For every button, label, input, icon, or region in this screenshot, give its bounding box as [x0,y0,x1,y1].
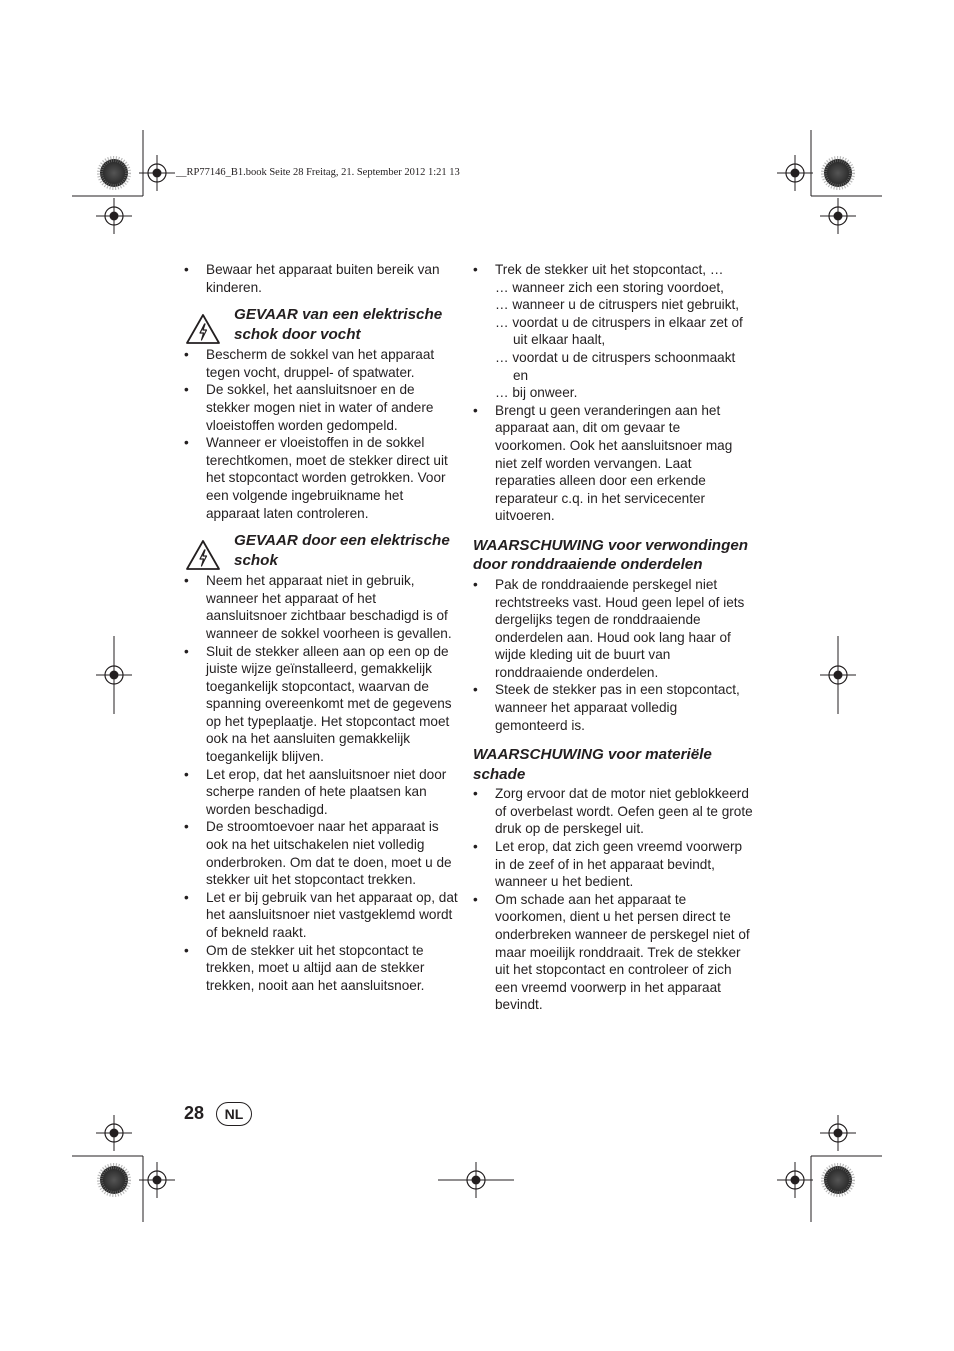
list-item: • Steek de stekker pas in een stopcontact, wanneer het apparaat volledig gemonteerd is. [473,682,740,733]
registration-mark [139,155,175,191]
left-column [184,261,459,994]
registration-mark [139,1162,175,1198]
intro-list [184,261,459,296]
sub-list-item: … bij onweer. [495,385,578,401]
warning-list [184,572,459,994]
list-item: • Wanneer er vloeistoffen in de sokkel terechtkomen, moet de stekker direct uit het stopcontact worden getrokken. Voor een volgende ingebruikname het apparaat laten controleren. [184,435,448,521]
warning-title: GEVAAR van een elektrische schok door vocht [234,306,443,343]
warning-heading-injury: WAARSCHUWING voor verwondingen door ronddraaiende onderdelen [473,536,749,574]
registration-mark [820,198,856,234]
list-item: • Let erop, dat zich geen vreemd voorwerp in de zeef of in het apparaat bevindt, wanneer u het bedient. [473,839,743,890]
list-item: • De sokkel, het aansluitsnoer en de stekker mogen niet in water of andere vloeistoffen worden gedompeld. [184,382,434,433]
warning-electric-moisture [184,305,459,344]
sub-list-item: … wanneer zich een storing voordoet, [495,279,724,295]
file-slug: __RP77146_B1.book Seite 28 Freitag, 21. September 2012 1:21 13 [176,167,460,178]
top-left-dial [100,159,128,187]
list-item: • Let erop, dat het aansluitsnoer niet door scherpe randen of hete plaatsen kan worden beschadigd. [184,766,447,817]
warning-list [184,346,459,522]
page-number: 28 [184,1103,205,1123]
top-right-dial [824,159,852,187]
list-item: • Pak de ronddraaiende perskegel niet rechtstreeks vast. Houd geen lepel of iets dergelijks tegen de ronddraaiende onderdelen aan. Houd ook lang haar of wijde kleding uit de buurt van ronddraaiende onderdelen. [473,576,745,680]
warning-lightning-icon [185,313,221,345]
bottom-left-dial [100,1166,128,1194]
list-item: • Bewaar het apparaat buiten bereik van kinderen. [184,262,440,295]
list-item: • Zorg ervoor dat de motor niet geblokkeerd of overbelast wordt. Oefen geen al te grote druk op de perskegel uit. [473,786,753,837]
sub-list-item: … voordat u de citruspers schoonmaakt en [495,349,736,383]
warning-heading-damage: WAARSCHUWING voor materiële schade [473,746,712,783]
warning-list [473,576,753,734]
sub-list-item: … voordat u de citruspers in elkaar zet of uit elkaar haalt, [495,314,743,348]
list-item: • De stroomtoevoer naar het apparaat is ook na het uitschakelen niet volledig onderbroken. Om dat te doen, moet u de stekker uit het stopcontact trekken. [184,819,452,888]
unplug-list [473,261,753,525]
list-item: • Let er bij gebruik van het apparaat op, dat het aansluitsnoer niet vastgeklemd wordt of bekneld raakt. [184,889,458,940]
sub-list-item: … wanneer u de citruspers niet gebruikt, [495,297,740,313]
list-item: • Trek de stekker uit het stopcontact, … … wanneer zich een storing voordoet, … wanneer u de citruspers niet gebruikt, … voordat u de citruspers in elkaar zet of uit elkaar haalt, … voordat u de citruspers schoonmaakt en … bij onweer. [473,261,753,402]
list-item: • Neem het apparaat niet in gebruik, wanneer het apparaat of het aansluitsnoer zichtbaar beschadigd is of wanneer de sokkel voorheen is gevallen. [184,573,452,641]
right-column [473,261,753,1014]
list-item: • Sluit de stekker alleen aan op een op de juiste wijze geïnstalleerd, gemakkelijk toegankelijk stopcontact, waarvan de spanning overeenkomt met de gegevens op het typeplaatje. Het stopcontact moet ook na het aansluiten gemakkelijk toegankelijk blijven. [184,643,452,765]
registration-mark [96,198,132,234]
warning-list [473,785,753,1014]
warning-title: GEVAAR door een elektrische schok [234,532,450,569]
list-item: • Om schade aan het apparaat te voorkomen, dient u het persen direct te onderbreken wanneer de perskegel niet of maar moeilijk ronddraait. Trek de stekker uit het stopcontact en controleer of zich een vreemd voorwerp in het apparaat bevindt. [473,891,750,1013]
warning-lightning-icon [185,539,221,571]
bottom-right-dial [824,1166,852,1194]
list-item: • Bescherm de sokkel van het apparaat tegen vocht, druppel- of spatwater. [184,347,435,380]
language-badge: NL [216,1102,252,1126]
sub-list [495,279,753,402]
warning-electric-shock [184,531,459,570]
list-item: • Brengt u geen veranderingen aan het apparaat aan, dit om gevaar te voorkomen. Ook het aansluitsnoer mag niet zelf worden vervangen. Laat reparaties alleen door een erkende reparateur c.q. in het servicecenter uitvoeren. [473,402,733,524]
registration-mark [96,1115,132,1151]
registration-mark [777,155,813,191]
registration-mark [820,1115,856,1151]
list-item: • Om de stekker uit het stopcontact te trekken, moet u altijd aan de stekker trekken, nooit aan het aansluitsnoer. [184,942,425,993]
registration-mark [777,1162,813,1198]
